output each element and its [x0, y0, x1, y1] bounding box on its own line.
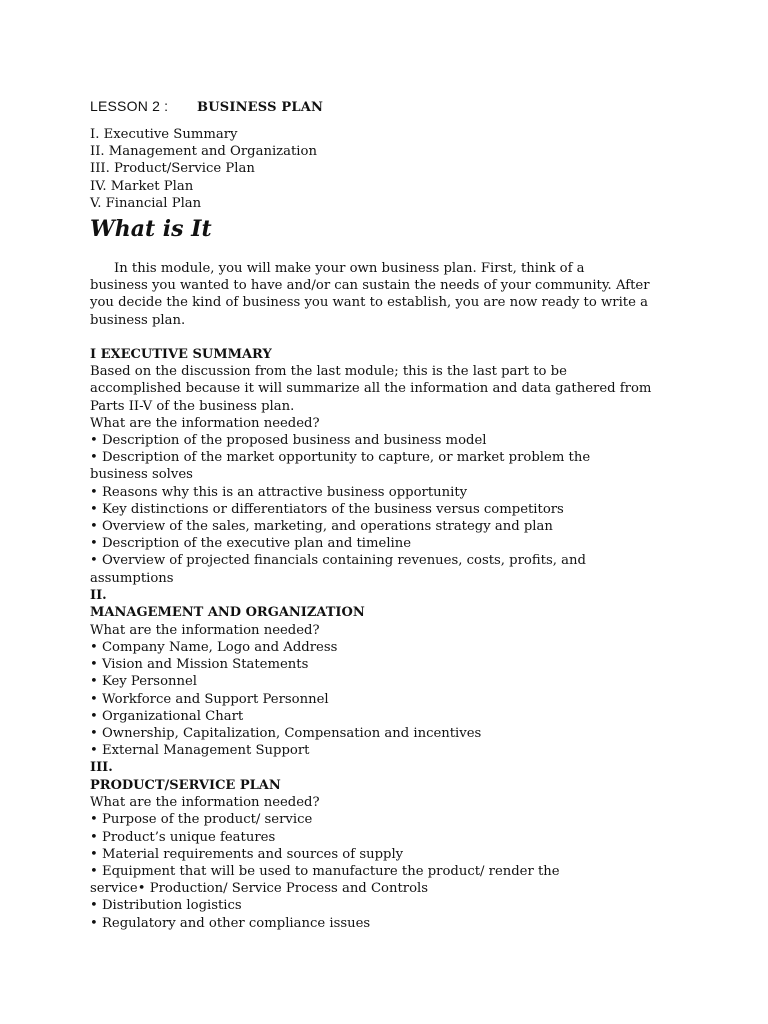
bullet-line: • Description of the executive plan and timeline [90, 536, 412, 552]
bullet-line: • Equipment that will be used to manufacture the product/ render the [90, 863, 560, 879]
intro-line: business plan. [90, 312, 186, 328]
section-number: II. [90, 587, 107, 603]
what-is-it-heading: What is It [90, 216, 212, 243]
bullet-line: • Overview of the sales, marketing, and operations strategy and plan [90, 519, 553, 535]
outline-item: IV. Market Plan [90, 178, 194, 194]
bullet-line: • Product’s unique features [90, 829, 276, 845]
bullet-line: • Description of the proposed business and business model [90, 433, 487, 449]
lesson-outline [90, 126, 690, 212]
outline-item: III. Product/Service Plan [90, 161, 255, 177]
document-page [90, 96, 690, 932]
bullet-line: • Regulatory and other compliance issues [90, 915, 371, 931]
body-line: What are the information needed? [90, 622, 320, 638]
bullet-line: assumptions [90, 570, 174, 586]
product-service-section [90, 759, 690, 931]
bullet-line: • Vision and Mission Statements [90, 657, 309, 673]
section-heading: I EXECUTIVE SUMMARY [90, 346, 272, 362]
body-line: Parts II-V of the business plan. [90, 398, 295, 414]
bullet-line: • Key Personnel [90, 674, 198, 690]
lesson-label: LESSON 2 : [90, 98, 169, 114]
bullet-line: • Organizational Chart [90, 708, 244, 724]
bullet-line: • Purpose of the product/ service [90, 812, 313, 828]
bullet-line: • Distribution logistics [90, 898, 242, 914]
intro-line: In this module, you will make your own business plan. First, think of a [114, 261, 585, 277]
bullet-line: • Workforce and Support Personnel [90, 691, 329, 707]
section-number: III. [90, 760, 113, 776]
section-heading: MANAGEMENT AND ORGANIZATION [90, 605, 365, 621]
body-line: What are the information needed? [90, 415, 320, 431]
lesson-title: BUSINESS PLAN [197, 100, 324, 115]
intro-line: you decide the kind of business you want to establish, you are now ready to write a [90, 295, 648, 311]
bullet-line: business solves [90, 467, 193, 483]
bullet-line: • Company Name, Logo and Address [90, 639, 338, 655]
bullet-line: • Overview of projected financials containing revenues, costs, profits, and [90, 553, 586, 569]
bullet-line: service• Production/ Service Process and Controls [90, 881, 428, 897]
management-section [90, 587, 690, 759]
bullet-line: • Description of the market opportunity to capture, or market problem the [90, 450, 591, 466]
executive-summary-section [90, 346, 690, 587]
lesson-header [90, 96, 690, 116]
outline-item: V. Financial Plan [90, 195, 202, 211]
intro-paragraph [90, 260, 690, 329]
bullet-line: • Reasons why this is an attractive business opportunity [90, 484, 468, 500]
bullet-line: • Material requirements and sources of supply [90, 846, 404, 862]
section-heading: PRODUCT/SERVICE PLAN [90, 777, 281, 793]
spacer [90, 329, 690, 346]
body-line: What are the information needed? [90, 795, 320, 811]
body-line: accomplished because it will summarize all the information and data gathered from [90, 381, 652, 397]
outline-item: I. Executive Summary [90, 127, 238, 142]
bullet-line: • External Management Support [90, 743, 310, 759]
outline-item: II. Management and Organization [90, 144, 317, 160]
body-line: Based on the discussion from the last module; this is the last part to be [90, 364, 567, 380]
bullet-line: • Ownership, Capitalization, Compensation and incentives [90, 725, 482, 741]
intro-line: business you wanted to have and/or can sustain the needs of your community. After [90, 278, 650, 294]
bullet-line: • Key distinctions or differentiators of the business versus competitors [90, 501, 564, 517]
